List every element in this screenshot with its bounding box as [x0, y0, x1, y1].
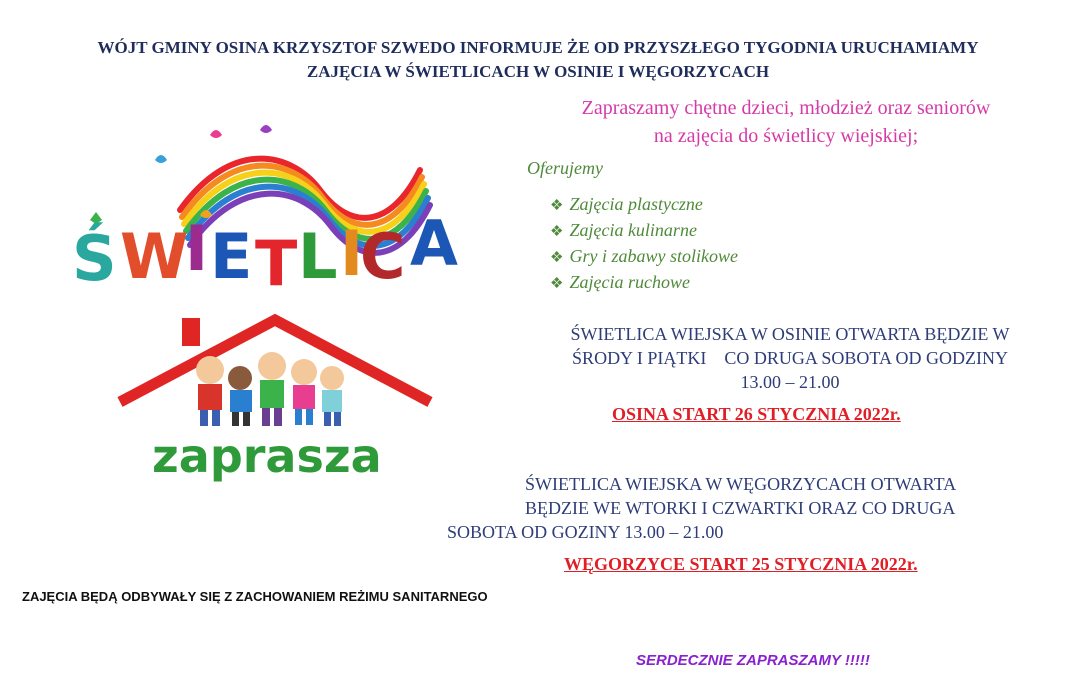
svg-text:Ś: Ś: [72, 222, 117, 295]
osina-schedule: [530, 322, 1050, 394]
svg-text:T: T: [255, 227, 298, 300]
offer-list: [550, 192, 738, 296]
svg-text:L: L: [298, 220, 338, 293]
diamond-bullet-icon: ❖: [550, 250, 564, 266]
offer-item-label: Zajęcia kulinarne: [569, 220, 697, 240]
list-item: [550, 218, 738, 244]
wegorzyce-line-3: SOBOTA OD GOZINY 13.00 – 21.00: [447, 522, 724, 542]
invitation-text: [508, 94, 1064, 150]
list-item: [550, 244, 738, 270]
logo-word: [72, 207, 458, 300]
invite-line-2: na zajęcia do świetlicy wiejskiej;: [653, 125, 919, 147]
diamond-bullet-icon: ❖: [550, 198, 564, 214]
children-figures: [196, 352, 344, 426]
svg-text:C: C: [360, 220, 406, 293]
wegorzyce-line-2: BĘDZIE WE WTORKI I CZWARTKI ORAZ CO DRUGA: [525, 498, 956, 518]
offer-title: Oferujemy: [527, 158, 603, 178]
svg-text:I: I: [340, 217, 364, 290]
svg-text:W: W: [120, 220, 189, 293]
osina-line-2: ŚRODY I PIĄTKI CO DRUGA SOBOTA OD GODZINY: [572, 348, 1008, 368]
logo-zaprasza: zaprasza: [152, 429, 382, 483]
svg-text:E: E: [210, 220, 253, 293]
chimney: [182, 318, 200, 346]
offer-item-label: Gry i zabawy stolikowe: [569, 246, 738, 266]
svg-text:A: A: [410, 207, 458, 280]
svg-text:I: I: [185, 212, 209, 285]
diamond-bullet-icon: ❖: [550, 224, 564, 240]
swietlica-logo: [60, 120, 490, 500]
header-line-1: WÓJT GMINY OSINA KRZYSZTOF SZWEDO INFORMUJE ŻE OD PRZYSZŁEGO TYGODNIA URUCHAMIAMY: [97, 38, 979, 57]
wegorzyce-start: WĘGORZYCE START 25 STYCZNIA 2022r.: [564, 554, 918, 574]
wegorzyce-line-1: ŚWIETLICA WIEJSKA W WĘGORZYCACH OTWARTA: [525, 474, 957, 494]
osina-line-1: ŚWIETLICA WIEJSKA W OSINIE OTWARTA BĘDZIE W: [570, 324, 1010, 344]
header-line-2: ZAJĘCIA W ŚWIETLICACH W OSINIE I WĘGORZYCACH: [306, 62, 770, 81]
sanitary-note: ZAJĘCIA BĘDĄ ODBYWAŁY SIĘ Z ZACHOWANIEM REŻIMU SANITARNEGO: [22, 589, 488, 604]
offer-item-label: Zajęcia plastyczne: [569, 194, 703, 214]
closing-text: SERDECZNIE ZAPRASZAMY !!!!!: [636, 652, 870, 669]
list-item: [550, 192, 738, 218]
announcement-header: [0, 36, 1076, 84]
list-item: [550, 270, 738, 296]
osina-start: OSINA START 26 STYCZNIA 2022r.: [612, 404, 901, 424]
offer-item-label: Zajęcia ruchowe: [569, 272, 690, 292]
osina-hours: 13.00 – 21.00: [740, 372, 840, 392]
swietlica-logo-graphic: [60, 120, 490, 500]
diamond-bullet-icon: ❖: [550, 276, 564, 292]
invite-line-1: Zapraszamy chętne dzieci, młodzież oraz seniorów: [581, 97, 991, 119]
